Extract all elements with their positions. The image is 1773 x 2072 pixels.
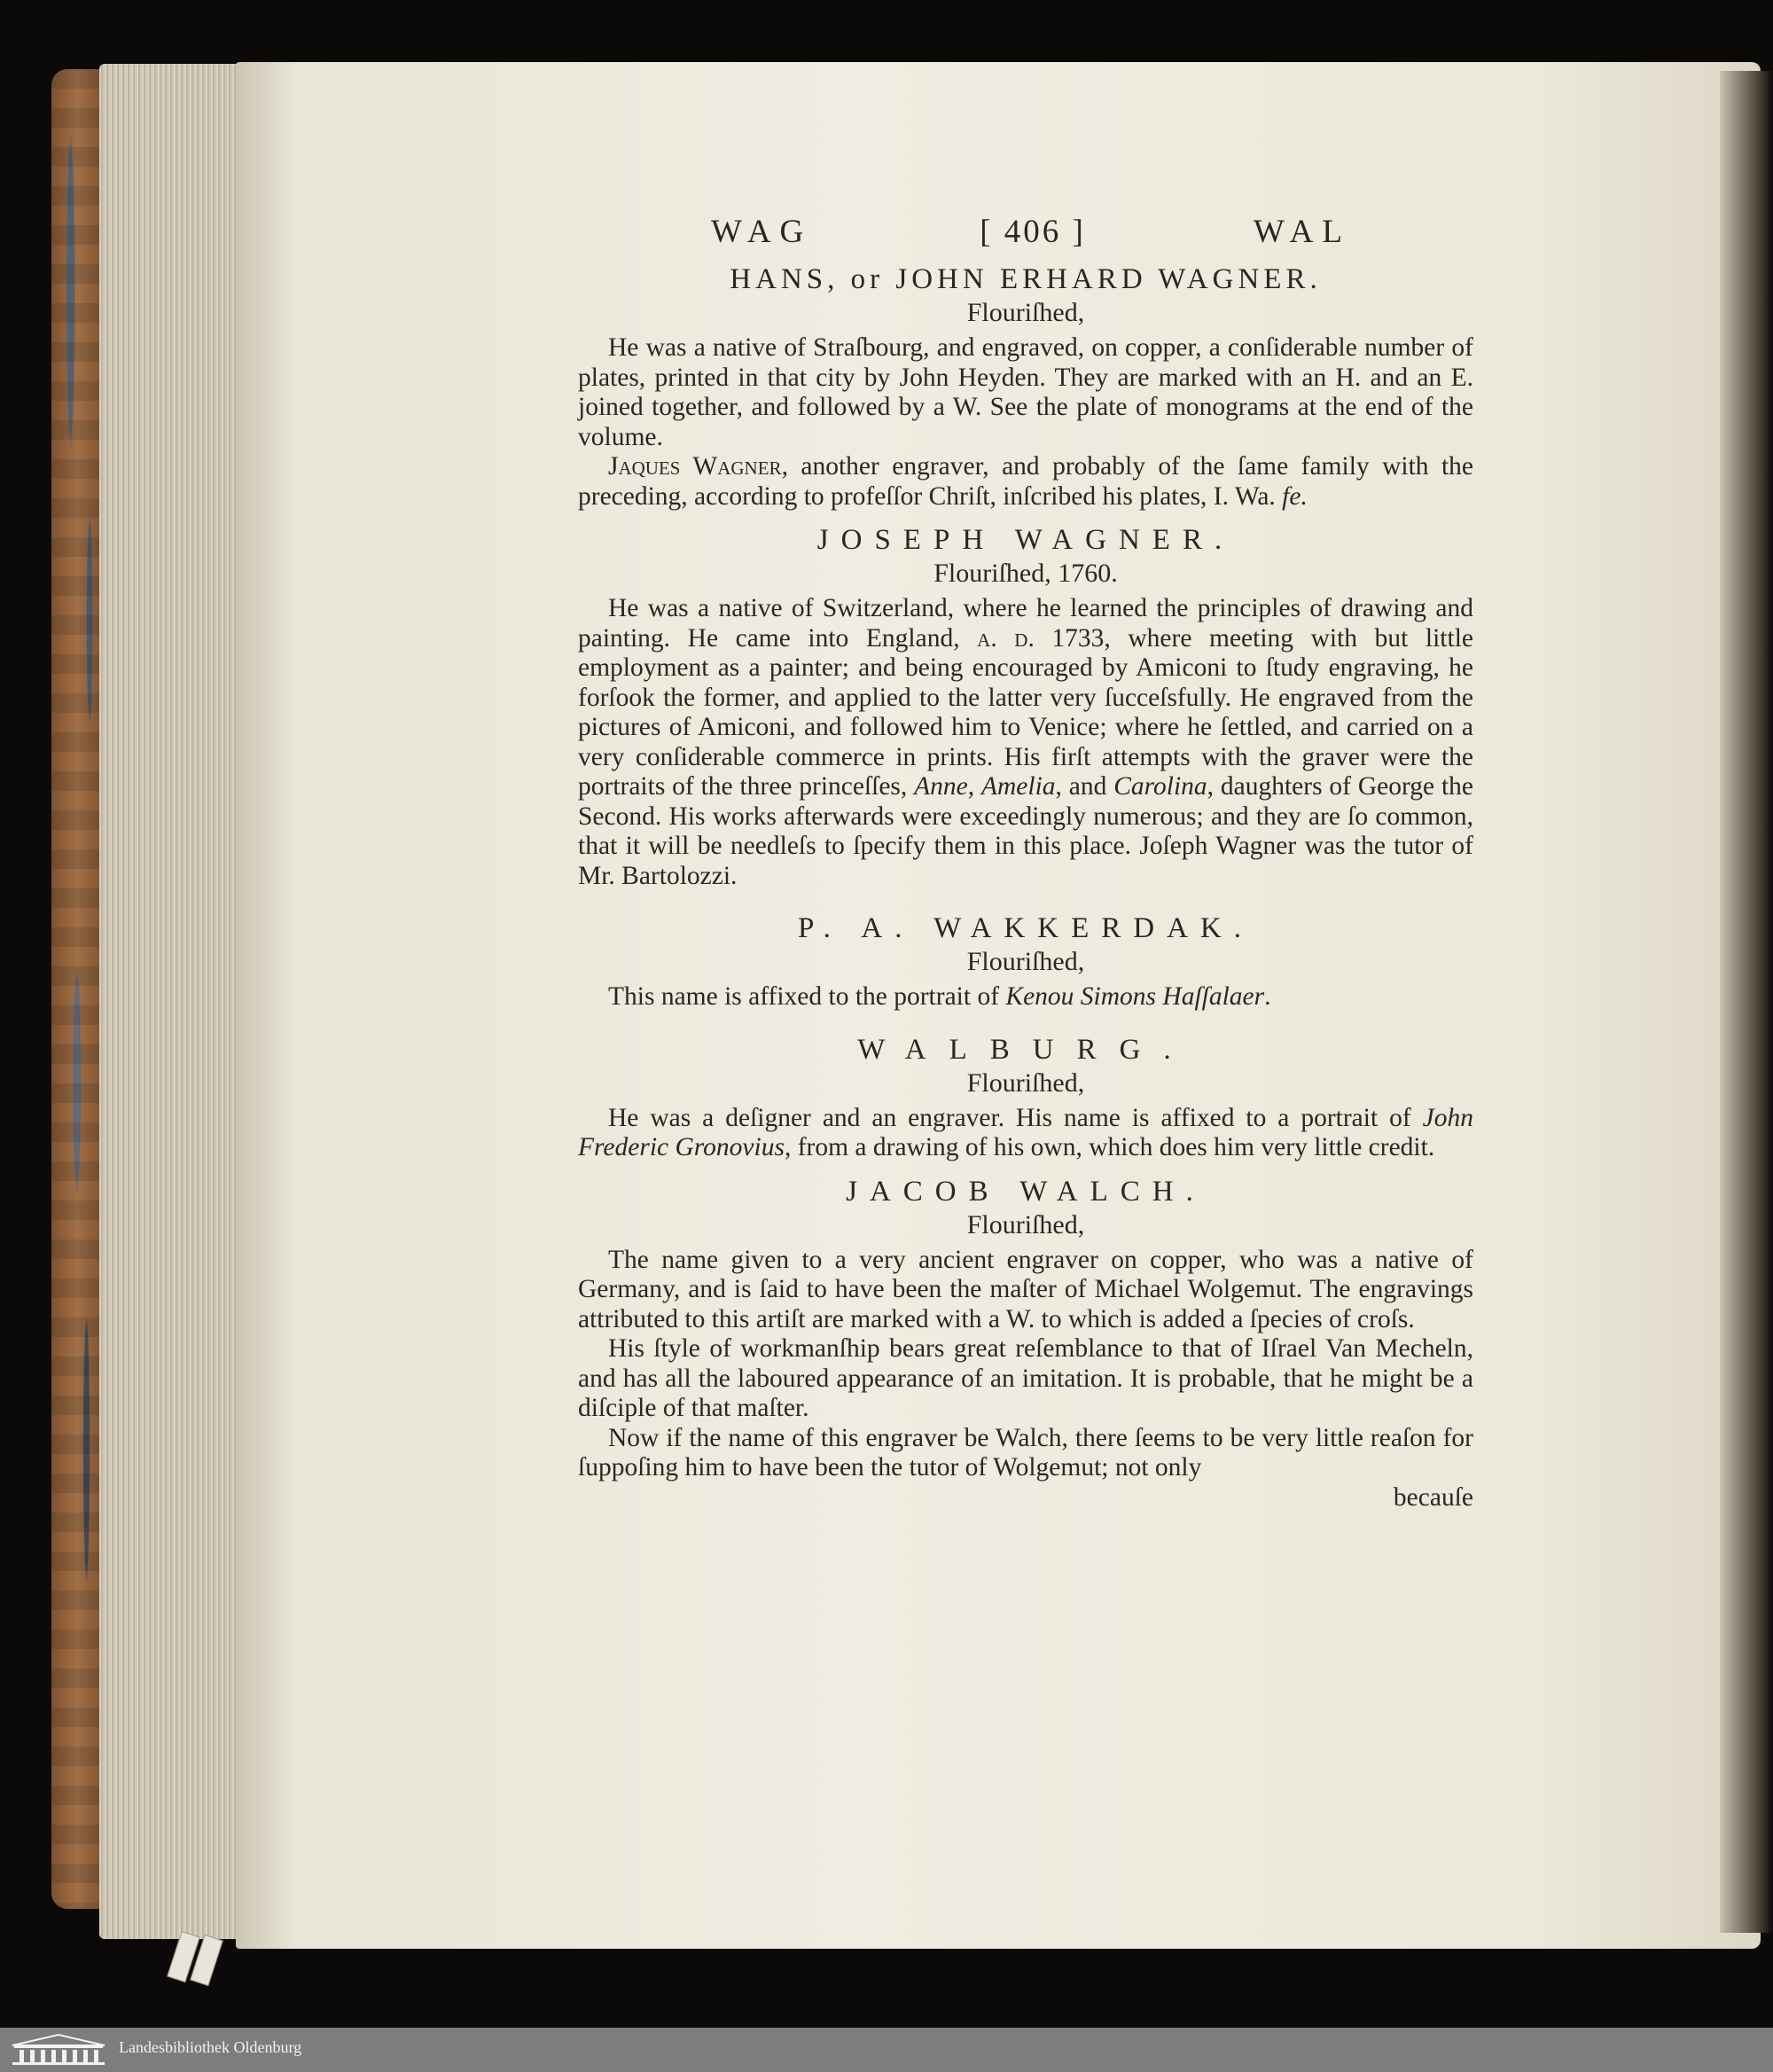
entry-flourished: Flouriſhed,	[966, 298, 1085, 327]
page-block-edges	[99, 64, 241, 1939]
footer-bar	[0, 2028, 1773, 2072]
library-name: Landesbibliothek Oldenburg	[119, 2038, 302, 2056]
entry-heading-wakkerdak: P. A. WAKKERDAK.	[797, 912, 1254, 944]
entry-flourished: Flouriſhed,	[966, 947, 1085, 976]
paragraph: He was a native of Straſbourg, and engraved, on copper, a conſiderable number of plates, printed in that city by John Heyden. They are marked with an H. and an E. joined together, and followed by a W. See the plate of monograms at the end of the volume.	[578, 333, 1473, 451]
paragraph: He was a native of Switzerland, where he learned the principles of drawing and painting. He came into England, a. d. 1733, where meeting with but little employment as a painter; and being encouraged by Amiconi to ſtudy engraving, he forſook the former, and applied to the latter very ſucceſsfully. He engraved from the pictures of Amiconi, and followed him to Venice; where he ſettled, and carried on a very conſiderable commerce in prints. His firſt attempts with the graver were the portraits of the three princeſſes, Anne, Amelia, and Carolina, daughters of George the Second. His works afterwards were exceedingly numerous; and they are ſo common, that it will be needleſs to ſpecify them in this place. Joſeph Wagner was the tutor of Mr. Bartolozzi.	[578, 594, 1473, 890]
running-head-left: WAG	[711, 214, 813, 250]
entry-flourished: Flouriſhed, 1760.	[933, 559, 1118, 588]
running-head	[711, 213, 1351, 251]
paragraph: Now if the name of this engraver be Walch, there ſeems to be very little reaſon for ſuppoſing him to have been the tutor of Wolgemut; not only	[578, 1423, 1473, 1482]
paragraph: His ſtyle of workmanſhip bears great reſemblance to that of Iſrael Van Mecheln, and has all the laboured appearance of an imitation. It is probable, that he might be a diſciple of that maſter.	[578, 1334, 1473, 1422]
entry-flourished: Flouriſhed,	[966, 1067, 1085, 1098]
gutter-shadow	[1720, 71, 1773, 1933]
paragraph: Jaques Wagner, another engraver, and probably of the ſame family with the preceding, according to profeſſor Chriſt, inſcribed his plates, I. Wa. fe.	[578, 452, 1473, 511]
paragraph: This name is affixed to the portrait of Kenou Simons Haſſalaer.	[608, 982, 1271, 1011]
entry-heading-joseph-wagner: JOSEPH WAGNER.	[816, 524, 1235, 556]
library-building-icon	[11, 2033, 106, 2067]
entry-flourished: Flouriſhed,	[966, 1209, 1085, 1239]
entry-heading-jacob-walch: JACOB WALCH.	[846, 1175, 1206, 1208]
paragraph: He was a deſigner and an engraver. His name is affixed to a portrait of John Frederic Gronovius, from a drawing of his own, which does him very little credit.	[578, 1103, 1473, 1161]
page-text	[578, 206, 1473, 1513]
paragraph: The name given to a very ancient engraver on copper, who was a native of Germany, and is ſaid to have been the maſter of Michael Wolgemut. The engravings attributed to this artiſt are marked with a W. to which is added a ſpecies of croſs.	[578, 1245, 1473, 1333]
entry-heading-walburg: WALBURG.	[857, 1033, 1194, 1066]
catchword: becauſe	[1393, 1482, 1473, 1512]
page-number: [ 406 ]	[980, 214, 1086, 250]
running-head-right: WAL	[1253, 214, 1351, 250]
entry-heading-hans-wagner: HANS, or JOHN ERHARD WAGNER.	[730, 263, 1322, 295]
